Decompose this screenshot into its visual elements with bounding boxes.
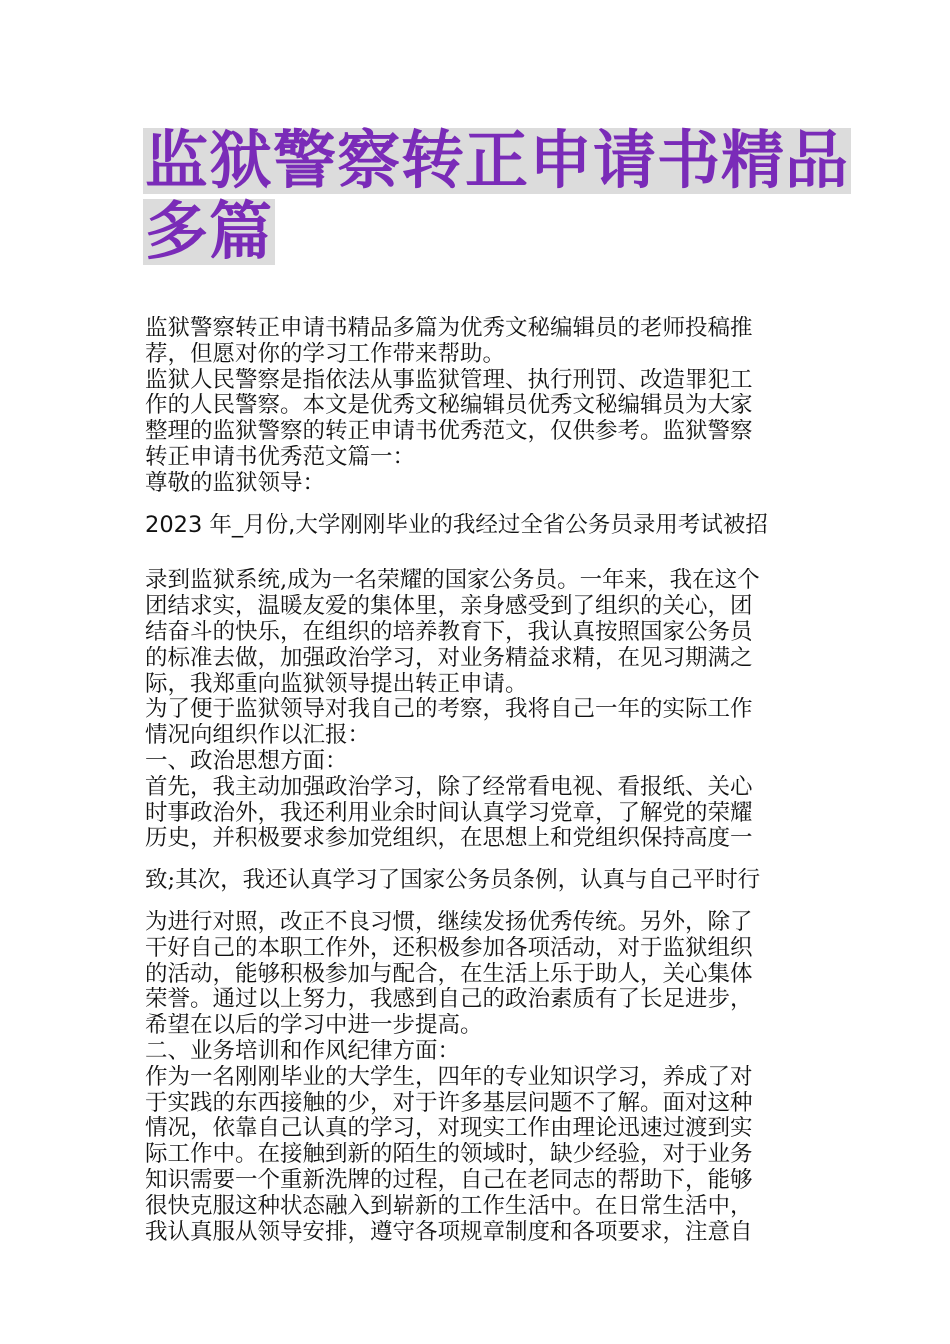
text-line: 于实践的东西接触的少，对于许多基层问题不了解。面对这种 — [145, 1090, 753, 1116]
text-line: 际，我郑重向监狱领导提出转正申请。 — [145, 671, 528, 697]
text-line: 2023 年_月份,大学刚刚毕业的我经过全省公务员录用考试被招 — [145, 512, 768, 538]
text-line: 为了便于监狱领导对我自己的考察，我将自己一年的实际工作 — [145, 697, 753, 723]
text-line: 我认真服从领导安排，遵守各项规章制度和各项要求，注意自 — [145, 1219, 753, 1245]
report-intro-paragraph — [145, 697, 810, 749]
text-line: 首先，我主动加强政治学习，除了经常看电视、看报纸、关心 — [145, 774, 753, 800]
text-line: 情况，依靠自己认真的学习，对现实工作由理论迅速过渡到实 — [145, 1116, 753, 1142]
text-line: 历史，并积极要求参加党组织，在思想上和党组织保持高度一 — [145, 826, 753, 852]
text-line: 录到监狱系统,成为一名荣耀的国家公务员。一年来，我在这个 — [145, 568, 760, 594]
definition-paragraph — [145, 368, 810, 471]
title-line-2: 多篇 — [145, 195, 273, 268]
intro-paragraph — [145, 316, 810, 368]
text-line: 的活动，能够积极参加与配合，在生活上乐于助人，关心集体 — [145, 961, 753, 987]
text-line: 整理的监狱警察的转正申请书优秀范文，仅供参考。监狱警察 — [145, 419, 753, 445]
text-line: 荐，但愿对你的学习工作带来帮助。 — [145, 341, 506, 367]
text-line: 结奋斗的快乐，在组织的培养教育下，我认真按照国家公务员 — [145, 619, 753, 645]
text-line: 时事政治外，我还利用业余时间认真学习党章，了解党的荣耀 — [145, 800, 753, 826]
opening-paragraph — [145, 513, 810, 698]
text-line: 为进行对照，改正不良习惯，继续发扬优秀传统。另外，除了 — [145, 909, 753, 935]
text-line: 情况向组织作以汇报： — [145, 723, 371, 749]
salutation — [145, 471, 810, 497]
text-line: 荣誉。通过以上努力，我感到自己的政治素质有了长足进步， — [145, 987, 753, 1013]
text-line: 尊敬的监狱领导： — [145, 470, 326, 496]
text-line: 很快克服这种状态融入到崭新的工作生活中。在日常生活中， — [145, 1193, 753, 1219]
document-body — [145, 316, 810, 1245]
section-heading-training — [145, 1039, 810, 1065]
text-line: 监狱警察转正申请书精品多篇为优秀文秘编辑员的老师投稿推 — [145, 316, 753, 341]
section-heading-political — [145, 749, 810, 775]
text-line: 监狱人民警察是指依法从事监狱管理、执行刑罚、改造罪犯工 — [145, 367, 753, 393]
text-line: 作为一名刚刚毕业的大学生，四年的专业知识学习，养成了对 — [145, 1064, 753, 1090]
political-paragraph — [145, 775, 810, 1039]
text-line: 希望在以后的学习中进一步提高。 — [145, 1013, 483, 1039]
text-line: 干好自己的本职工作外，还积极参加各项活动，对于监狱组织 — [145, 935, 753, 961]
text-line: 际工作中。在接触到新的陌生的领域时，缺少经验，对于业务 — [145, 1142, 753, 1168]
text-line: 的标准去做，加强政治学习，对业务精益求精，在见习期满之 — [145, 645, 753, 671]
text-line: 致;其次，我还认真学习了国家公务员条例，认真与自己平时行 — [145, 868, 761, 894]
text-line: 二、业务培训和作风纪律方面： — [145, 1038, 461, 1064]
text-line: 作的人民警察。本文是优秀文秘编辑员优秀文秘编辑员为大家 — [145, 393, 753, 419]
text-line: 知识需要一个重新洗牌的过程，自己在老同志的帮助下，能够 — [145, 1167, 753, 1193]
text-line: 转正申请书优秀范文篇一： — [145, 444, 416, 470]
text-line: 团结求实，温暖友爱的集体里，亲身感受到了组织的关心，团 — [145, 594, 753, 620]
training-paragraph — [145, 1065, 810, 1246]
title-line-1: 监狱警察转正申请书精品 — [145, 124, 849, 197]
text-line: 一、政治思想方面： — [145, 748, 348, 774]
